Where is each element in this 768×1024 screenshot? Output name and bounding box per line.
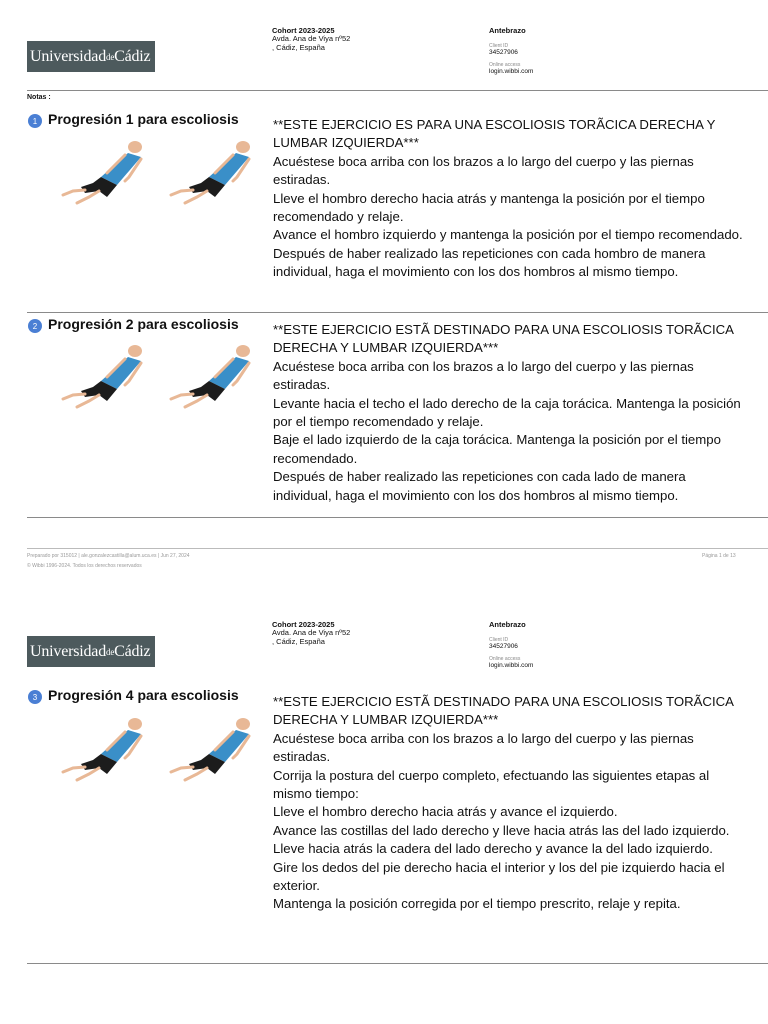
address-line: Avda. Ana de Viya nº52 bbox=[272, 34, 351, 43]
footer-divider bbox=[27, 548, 768, 549]
instruction-line: Lleve el hombro derecho hacia atrás y mantenga la posición por el tiempo recomendado y relaje. bbox=[273, 190, 705, 225]
instruction-line: Baje el lado izquierdo de la caja torácica. Mantenga la posición por el tiempo recomendado. bbox=[273, 432, 721, 466]
client-id: 34527906 bbox=[489, 643, 518, 650]
cohort-name: Cohort 2023-2025 bbox=[272, 26, 335, 35]
logo-text-1: Universidad bbox=[30, 642, 107, 660]
exercise-divider bbox=[27, 517, 768, 518]
client-id: 34527906 bbox=[489, 49, 518, 56]
online-access-label: Online access bbox=[489, 62, 521, 68]
logo-text-2: de bbox=[106, 646, 115, 657]
exercise-image-2b bbox=[163, 337, 258, 414]
exercise-image-2a bbox=[55, 337, 150, 414]
header-divider bbox=[27, 90, 768, 91]
instruction-line: Lleve el hombro derecho hacia atrás y avance el izquierdo. bbox=[273, 804, 618, 820]
exercise-title: Progresión 4 para escoliosis bbox=[48, 687, 239, 703]
instruction-line: Acuéstese boca arriba con los brazos a lo largo del cuerpo y las piernas estiradas. bbox=[273, 153, 694, 188]
footer-copyright: © Wibbi 1996-2024. Todos los derechos reservados bbox=[27, 563, 142, 569]
exercise-instructions bbox=[273, 693, 743, 914]
program-info bbox=[489, 26, 533, 75]
notes-label: Notas : bbox=[27, 94, 51, 101]
client-id-label: Client ID bbox=[489, 43, 509, 49]
exercise-image-1a bbox=[55, 133, 150, 210]
logo-text-3: Cádiz bbox=[114, 642, 151, 660]
instruction-line: **ESTE EJERCICIO ESTÃ DESTINADO PARA UNA ESCOLIOSIS TORÃCICA DERECHA Y LUMBAR IZQUIERDA*** bbox=[273, 694, 734, 728]
exercise-number-badge: 2 bbox=[28, 319, 42, 333]
program-info bbox=[489, 620, 533, 669]
program-name: Antebrazo bbox=[489, 26, 526, 35]
logo-text-3: Cádiz bbox=[114, 47, 151, 65]
exercise-image-3b bbox=[163, 710, 258, 787]
exercise-number-badge: 1 bbox=[28, 114, 42, 128]
exercise-instructions bbox=[273, 321, 743, 505]
exercise-divider bbox=[27, 963, 768, 964]
instruction-line: Corrija la postura del cuerpo completo, efectuando las siguientes etapas al mismo tiempo: bbox=[273, 767, 710, 802]
exercise-image-3a bbox=[55, 710, 150, 787]
online-access-label: Online access bbox=[489, 656, 521, 662]
university-logo bbox=[27, 41, 155, 72]
instruction-line: Avance el hombro izquierdo y mantenga la posición por el tiempo recomendado. bbox=[273, 227, 743, 243]
instruction-line: Avance las costillas del lado derecho y lleve hacia atrás las del lado izquierdo. bbox=[273, 822, 730, 838]
logo-text-1: Universidad bbox=[30, 47, 107, 65]
instruction-line: **ESTE EJERCICIO ESTÃ DESTINADO PARA UNA ESCOLIOSIS TORÃCICA DERECHA Y LUMBAR IZQUIERDA*** bbox=[273, 322, 734, 356]
instruction-line: Acuéstese boca arriba con los brazos a lo largo del cuerpo y las piernas estiradas. bbox=[273, 730, 694, 765]
client-id-label: Client ID bbox=[489, 637, 509, 643]
instruction-line: Gire los dedos del pie derecho hacia el interior y los del pie izquierdo hacia el exterior. bbox=[273, 859, 725, 894]
exercise-divider bbox=[27, 312, 768, 313]
logo-text-2: de bbox=[106, 51, 115, 62]
instruction-line: Acuéstese boca arriba con los brazos a lo largo del cuerpo y las piernas estiradas. bbox=[273, 358, 694, 393]
page-number: Página 1 de 13 bbox=[702, 553, 736, 559]
exercise-instructions bbox=[273, 116, 743, 282]
clinic-address bbox=[272, 620, 350, 646]
exercise-title: Progresión 2 para escoliosis bbox=[48, 316, 239, 332]
instruction-line: Después de haber realizado las repeticiones con cada hombro de manera individual, haga el movimiento con los dos hombros al mismo tiempo. bbox=[273, 245, 706, 280]
university-logo bbox=[27, 636, 155, 667]
instruction-line: Lleve hacia atrás la cadera del lado derecho y avance la del lado izquierdo. bbox=[273, 841, 713, 857]
exercise-number-badge: 3 bbox=[28, 690, 42, 704]
online-access-link[interactable]: login.wibbi.com bbox=[489, 662, 534, 669]
instruction-line: Después de haber realizado las repeticiones con cada lado de manera individual, haga el movimiento con los dos hombros al mismo tiempo. bbox=[273, 469, 686, 503]
instruction-line: Levante hacia el techo el lado derecho de la caja torácica. Mantenga la posición por el tiempo recomendado y relaje. bbox=[273, 395, 741, 430]
exercise-title: Progresión 1 para escoliosis bbox=[48, 111, 239, 127]
cohort-name: Cohort 2023-2025 bbox=[272, 620, 335, 629]
address-line: Avda. Ana de Viya nº52 bbox=[272, 628, 351, 637]
instruction-line: **ESTE EJERCICIO ES PARA UNA ESCOLIOSIS TORÃCICA DERECHA Y LUMBAR IZQUIERDA*** bbox=[273, 117, 716, 151]
exercise-image-1b bbox=[163, 133, 258, 210]
clinic-address bbox=[272, 26, 350, 52]
program-name: Antebrazo bbox=[489, 620, 526, 629]
city-line: , Cádiz, España bbox=[272, 636, 325, 646]
instruction-line: Mantenga la posición corregida por el tiempo prescrito, relaje y repita. bbox=[273, 896, 681, 912]
footer-prepared-by: Preparado por 315012 | ale.gonzalezcastilla@alum.uca.es | Jun 27, 2024 bbox=[27, 553, 190, 559]
online-access-link[interactable]: login.wibbi.com bbox=[489, 68, 534, 75]
city-line: , Cádiz, España bbox=[272, 42, 325, 52]
